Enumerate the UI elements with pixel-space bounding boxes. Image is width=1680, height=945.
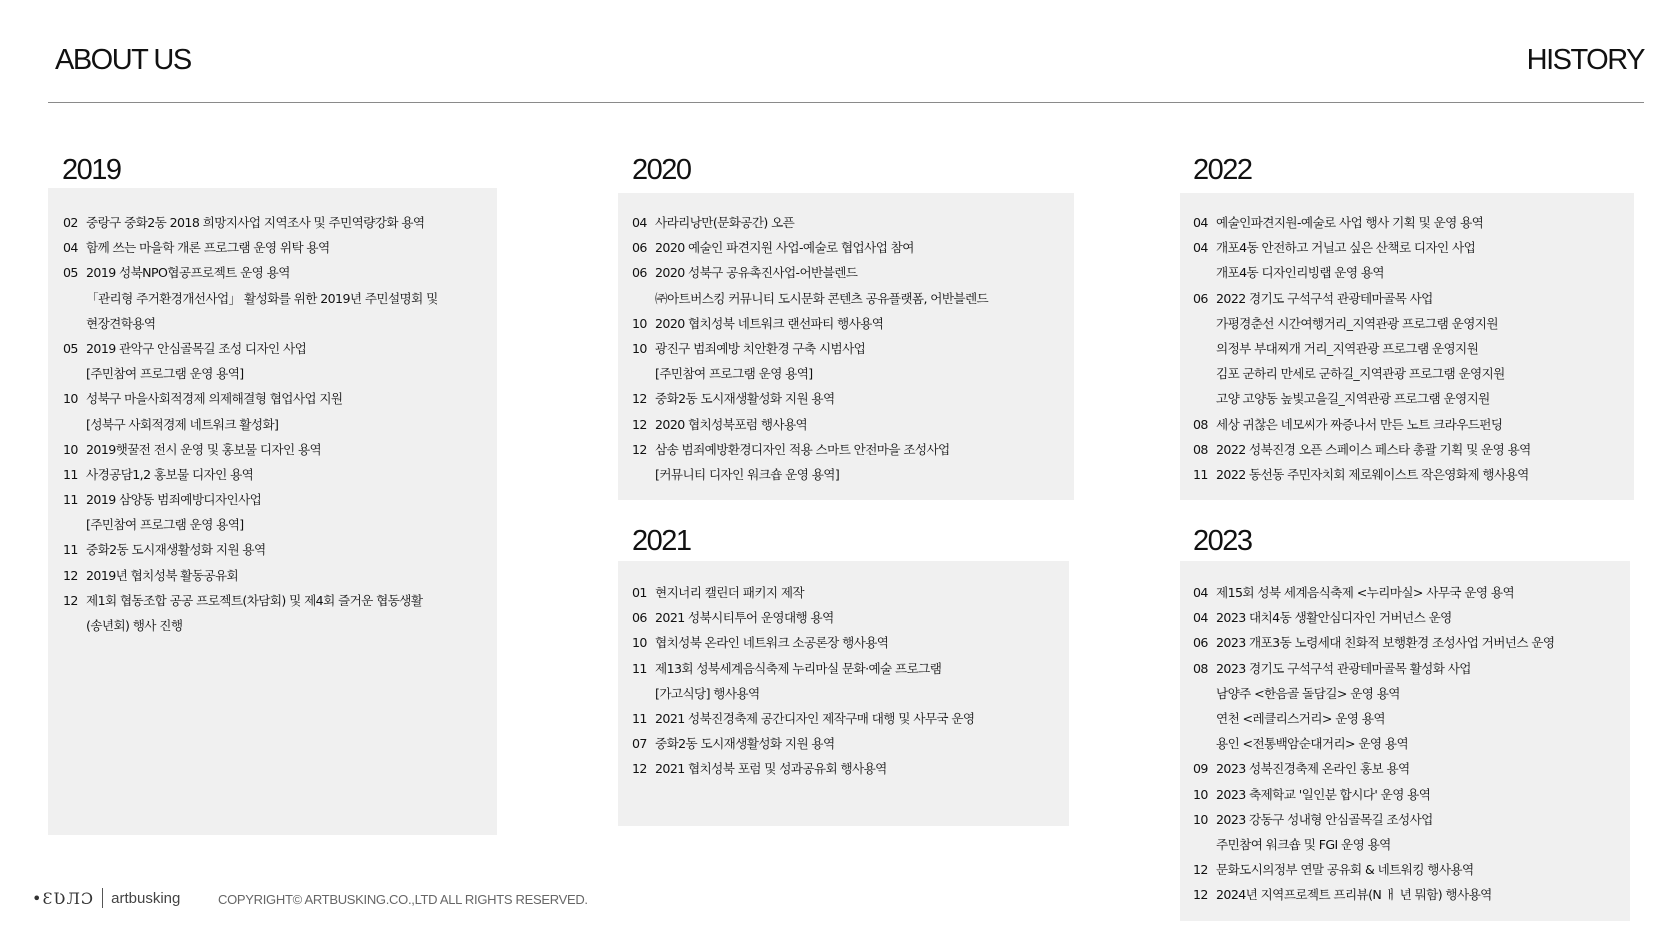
- history-entry: [632, 580, 974, 605]
- entry-text: 2021 성북진경축제 공간디자인 제작구매 대행 및 사무국 운영: [655, 710, 975, 726]
- history-entry: [63, 613, 438, 638]
- entry-month: 10: [632, 315, 647, 331]
- entry-text: 2021 성북시티투어 운영대행 용역: [655, 610, 834, 626]
- history-entry: [632, 605, 974, 630]
- entry-text: 중화2동 도시재생활성화 지원 용역: [86, 542, 266, 558]
- history-entry: [63, 235, 438, 260]
- entry-text: 광진구 범죄예방 치안환경 구축 시범사업: [655, 340, 866, 356]
- entry-text: 사경공담1,2 홍보물 디자인 용역: [86, 466, 254, 482]
- history-entry: [632, 311, 988, 336]
- entry-text: 가평경춘선 시간여행거리_지역관광 프로그램 운영지원: [1216, 315, 1498, 331]
- entry-month: 07: [632, 736, 647, 752]
- history-list-2019: [63, 210, 438, 638]
- history-entry: [1193, 235, 1531, 260]
- entry-text: 2022 동선동 주민자치회 제로웨이스트 작은영화제 행사용역: [1216, 466, 1529, 482]
- entry-text: 주민참여 워크숍 및 FGI 운영 용역: [1216, 836, 1391, 852]
- copyright-text: COPYRIGHT© ARTBUSKING.CO.,LTD ALL RIGHTS RESERVED.: [218, 892, 588, 907]
- history-list-2021: [632, 580, 974, 782]
- entry-text: 삼송 범죄예방환경디자인 적용 스마트 안전마을 조성사업: [655, 441, 950, 457]
- history-entry: [63, 260, 438, 285]
- history-entry: [632, 235, 988, 260]
- entry-text: 「관리형 주거환경개선사업」 활성화를 위한 2019년 주민설명회 및: [86, 290, 438, 306]
- logo-divider: [102, 888, 103, 908]
- history-entry: [63, 286, 438, 311]
- entry-text: 세상 귀찮은 네모씨가 짜증나서 만든 노트 크라우드펀딩: [1216, 416, 1503, 432]
- history-entry: [63, 311, 438, 336]
- history-entry: [63, 210, 438, 235]
- entry-text: 문화도시의정부 연말 공유회 & 네트워킹 행사용역: [1216, 862, 1474, 878]
- entry-text: 2023 축제학교 '일인분 합시다' 운영 용역: [1216, 786, 1431, 802]
- history-entry: [63, 462, 438, 487]
- entry-text: 성북구 마을사회적경제 의제해결형 협업사업 지원: [86, 391, 343, 407]
- entry-month: 12: [632, 416, 647, 432]
- entry-text: 제15회 성북 세계음식축제 <누리마실> 사무국 운영 용역: [1216, 585, 1515, 600]
- brand-name: artbusking: [111, 889, 181, 907]
- entry-text: 2020 협치성북 네트워크 랜선파티 행사용역: [655, 315, 884, 331]
- entry-text: 제13회 성북세계음식축제 누리마실 문화·예술 프로그램: [655, 660, 942, 676]
- entry-month: 02: [63, 215, 78, 230]
- year-2022-heading: 2022: [1193, 154, 1252, 186]
- history-entry: [632, 681, 974, 706]
- entry-text: 2019 관악구 안심골목길 조성 디자인 사업: [86, 340, 307, 356]
- entry-month: 10: [1193, 811, 1208, 827]
- entry-text: [커뮤니티 디자인 워크숍 운영 용역]: [655, 466, 840, 482]
- entry-month: 10: [63, 441, 78, 457]
- entry-month: 09: [1193, 761, 1208, 777]
- entry-text: 연천 <레클리스거리> 운영 용역: [1216, 710, 1385, 726]
- panel-2022: [1180, 193, 1634, 500]
- entry-text: 2020 협치성북포럼 행사용역: [655, 416, 808, 432]
- history-entry: [63, 336, 438, 361]
- history-entry: [63, 512, 438, 537]
- entry-text: 중화2동 도시재생활성화 지원 용역: [655, 736, 835, 752]
- entry-month: 11: [632, 660, 647, 676]
- entry-text: 의정부 부대찌개 거리_지역관광 프로그램 운영지원: [1216, 340, 1479, 356]
- history-entry: [1193, 412, 1531, 437]
- history-entry: [63, 386, 438, 411]
- entry-text: 2019 성북NPO협공프로젝트 운영 용역: [86, 265, 290, 281]
- entry-text: 2023 경기도 구석구석 관광테마골목 활성화 사업: [1216, 660, 1471, 676]
- entry-month: 08: [1193, 660, 1208, 676]
- entry-text: 고양 고양동 높빛고을길_지역관광 프로그램 운영지원: [1216, 391, 1490, 407]
- entry-month: 08: [1193, 441, 1208, 457]
- entry-text: 2019햇꿀전 전시 운영 및 홍보물 디자인 용역: [86, 441, 322, 457]
- entry-text: [주민참여 프로그램 운영 용역]: [86, 517, 244, 533]
- history-entry: [632, 656, 974, 681]
- history-entry: [1193, 462, 1531, 487]
- entry-text: 함께 쓰는 마을학 개론 프로그램 운영 위탁 용역: [86, 240, 330, 256]
- year-2023-heading: 2023: [1193, 525, 1252, 557]
- entry-text: ㈜아트버스킹 커뮤니티 도시문화 콘텐츠 공유플랫폼, 어반블렌드: [655, 290, 989, 306]
- entry-month: 11: [63, 542, 78, 558]
- panel-2019: [48, 188, 497, 835]
- history-entry: [632, 630, 974, 655]
- about-us-title: ABOUT US: [55, 44, 191, 76]
- history-entry: [63, 412, 438, 437]
- history-entry: [1193, 437, 1531, 462]
- entry-month: 12: [63, 567, 78, 583]
- year-2021-heading: 2021: [632, 525, 691, 557]
- history-entry: [1193, 756, 1554, 781]
- history-list-2020: [632, 210, 988, 487]
- entry-text: 제1회 협동조합 공공 프로젝트(차담회) 및 제4회 즐거운 협동생활: [86, 592, 423, 608]
- entry-text: 현지너리 캘린더 패키지 제작: [655, 585, 804, 600]
- entry-month: 06: [1193, 635, 1208, 651]
- entry-text: [가고식당] 행사용역: [655, 685, 760, 701]
- entry-text: 남양주 <한음골 돌담길> 운영 용역: [1216, 685, 1400, 701]
- entry-text: 2024년 지역프로젝트 프리뷰(N ㅐ 년 뭐함) 행사용역: [1216, 887, 1492, 903]
- history-entry: [1193, 681, 1554, 706]
- history-entry: [1193, 361, 1531, 386]
- entry-month: 06: [1193, 290, 1208, 306]
- history-entry: [632, 731, 974, 756]
- entry-month: 11: [632, 710, 647, 726]
- history-entry: [632, 210, 988, 235]
- history-entry: [1193, 605, 1554, 630]
- entry-month: 04: [632, 215, 647, 230]
- year-2019-heading: 2019: [62, 154, 121, 186]
- entry-text: 2023 강동구 성내형 안심골목길 조성사업: [1216, 811, 1433, 827]
- entry-month: 12: [632, 391, 647, 407]
- history-entry: [63, 487, 438, 512]
- history-entry: [1193, 857, 1554, 882]
- history-entry: [1193, 807, 1554, 832]
- entry-month: 08: [1193, 416, 1208, 432]
- entry-text: 개포4동 디자인리빙랩 운영 용역: [1216, 265, 1384, 281]
- panel-2023: [1180, 561, 1630, 921]
- entry-text: 중랑구 중화2동 2018 희망지사업 지역조사 및 주민역량강화 용역: [86, 215, 425, 230]
- history-entry: [632, 386, 988, 411]
- history-entry: [1193, 260, 1531, 285]
- entry-text: 개포4동 안전하고 거닐고 싶은 산책로 디자인 사업: [1216, 240, 1476, 256]
- entry-month: 10: [1193, 786, 1208, 802]
- entry-text: 2019 삼양동 범죄예방디자인사업: [86, 492, 262, 508]
- history-entry: [632, 706, 974, 731]
- entry-month: 04: [63, 240, 78, 256]
- panel-2021: [618, 561, 1069, 826]
- entry-month: 10: [632, 340, 647, 356]
- history-title: HISTORY: [1526, 44, 1644, 76]
- history-entry: [1193, 286, 1531, 311]
- history-entry: [632, 336, 988, 361]
- entry-month: 11: [63, 466, 78, 482]
- history-entry: [632, 286, 988, 311]
- history-list-2023: [1193, 580, 1554, 907]
- history-entry: [632, 462, 988, 487]
- history-entry: [632, 412, 988, 437]
- history-entry: [1193, 882, 1554, 907]
- entry-text: 현장견학용역: [86, 315, 156, 331]
- entry-month: 12: [63, 592, 78, 608]
- history-entry: [1193, 386, 1531, 411]
- history-entry: [1193, 832, 1554, 857]
- entry-month: 04: [1193, 610, 1208, 626]
- entry-text: 2023 개포3동 노령세대 친화적 보행환경 조성사업 거버넌스 운영: [1216, 635, 1555, 651]
- history-entry: [1193, 210, 1531, 235]
- history-entry: [632, 756, 974, 781]
- entry-text: 2020 성북구 공유촉진사업-어반블렌드: [655, 265, 858, 281]
- history-entry: [1193, 782, 1554, 807]
- entry-month: 11: [63, 492, 78, 508]
- footer-logo: [32, 888, 180, 908]
- entry-text: 2023 성북진경축제 온라인 홍보 용역: [1216, 761, 1410, 777]
- history-entry: [1193, 630, 1554, 655]
- panel-2020: [618, 193, 1074, 500]
- entry-text: 사라리낭만(문화공간) 오픈: [655, 215, 795, 230]
- history-entry: [1193, 580, 1554, 605]
- entry-month: 12: [632, 441, 647, 457]
- history-entry: [632, 361, 988, 386]
- brand-mark-icon: •ƐƲЛƆ: [32, 888, 95, 908]
- entry-month: 04: [1193, 585, 1208, 600]
- history-list-2022: [1193, 210, 1531, 487]
- entry-text: 2019년 협치성북 활동공유회: [86, 567, 239, 583]
- entry-month: 11: [1193, 466, 1208, 482]
- entry-text: 협치성북 온라인 네트워크 소공론장 행사용역: [655, 635, 889, 651]
- entry-month: 06: [632, 265, 647, 281]
- entry-month: 12: [1193, 862, 1208, 878]
- entry-month: 01: [632, 585, 647, 600]
- entry-text: 2021 협치성북 포럼 및 성과공유회 행사용역: [655, 761, 887, 777]
- entry-text: 2020 예술인 파견지원 사업-예술로 협업사업 참여: [655, 240, 914, 256]
- history-entry: [1193, 706, 1554, 731]
- entry-text: 2023 대치4동 생활안심디자인 거버넌스 운영: [1216, 610, 1452, 626]
- entry-text: 2022 성북진경 오픈 스페이스 페스타 총괄 기획 및 운영 용역: [1216, 441, 1531, 457]
- history-entry: [1193, 311, 1531, 336]
- history-entry: [63, 563, 438, 588]
- history-entry: [1193, 731, 1554, 756]
- history-entry: [1193, 656, 1554, 681]
- history-entry: [63, 537, 438, 562]
- entry-text: [주민참여 프로그램 운영 용역]: [86, 366, 244, 382]
- entry-month: 04: [1193, 215, 1208, 230]
- entry-month: 12: [1193, 887, 1208, 903]
- entry-month: 10: [63, 391, 78, 407]
- header-divider: [48, 102, 1644, 103]
- entry-month: 05: [63, 265, 78, 281]
- entry-text: 2022 경기도 구석구석 관광테마골목 사업: [1216, 290, 1433, 306]
- entry-text: [주민참여 프로그램 운영 용역]: [655, 366, 813, 382]
- entry-month: 12: [632, 761, 647, 777]
- history-entry: [1193, 336, 1531, 361]
- entry-month: 10: [632, 635, 647, 651]
- history-entry: [63, 588, 438, 613]
- entry-text: 용인 <전통백암순대거리> 운영 용역: [1216, 736, 1409, 752]
- entry-text: 예술인파견지원-예술로 사업 행사 기획 및 운영 용역: [1216, 215, 1484, 230]
- history-entry: [63, 361, 438, 386]
- history-entry: [632, 260, 988, 285]
- entry-text: [성북구 사회적경제 네트워크 활성화]: [86, 416, 279, 432]
- history-entry: [632, 437, 988, 462]
- entry-month: 06: [632, 240, 647, 256]
- entry-month: 04: [1193, 240, 1208, 256]
- entry-text: (송년회) 행사 진행: [86, 618, 183, 633]
- year-2020-heading: 2020: [632, 154, 691, 186]
- entry-text: 김포 군하리 만세로 군하길_지역관광 프로그램 운영지원: [1216, 366, 1505, 382]
- entry-month: 05: [63, 340, 78, 356]
- entry-text: 중화2동 도시재생활성화 지원 용역: [655, 391, 835, 407]
- history-entry: [63, 437, 438, 462]
- entry-month: 06: [632, 610, 647, 626]
